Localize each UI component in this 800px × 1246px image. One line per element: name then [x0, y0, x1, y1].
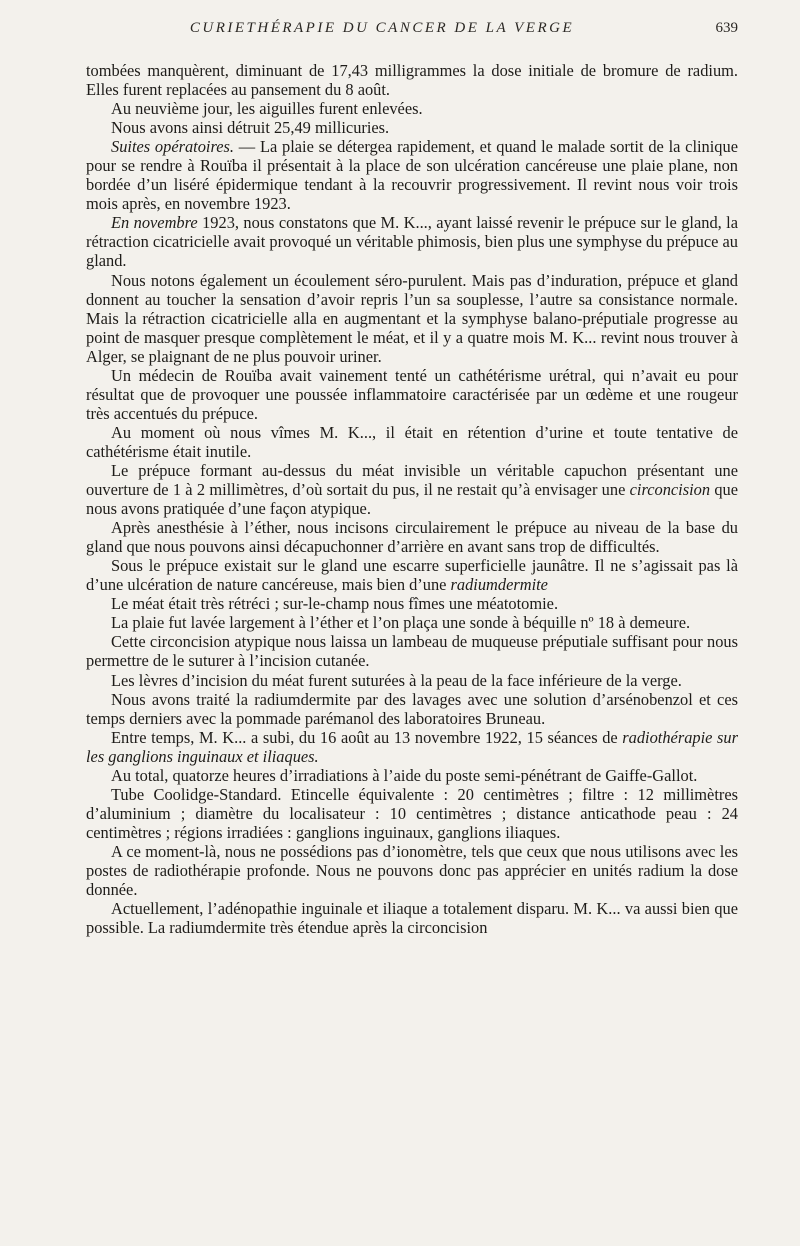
paragraph: Au moment où nous vîmes M. K..., il était en rétention d’urine et toute tentative de cathétérisme était inutile.: [86, 422, 738, 461]
italic-term: radiothérapie sur les ganglions inguinaux et iliaques.: [86, 727, 738, 766]
paragraph: A ce moment-là, nous ne possédions pas d’ionomètre, tels que ceux que nous utilisons avec les postes de radiothérapie profonde. Nous ne pouvons donc pas apprécier en unités radium la dose donnée.: [86, 841, 738, 900]
paragraph: tombées manquèrent, diminuant de 17,43 milligrammes la dose initiale de bromure de radium. Elles furent replacées au pansement du 8 août.: [86, 61, 738, 100]
paragraph: Un médecin de Rouïba avait vainement tenté un cathétérisme urétral, qui n’avait eu pour résultat que de provoquer une poussée inflammatoire caractérisée par un œdème et une rougeur très accentués du prépuce.: [86, 365, 738, 423]
paragraph: Entre temps, M. K... a subi, du 16 août au 13 novembre 1922, 15 séances de radiothérapie sur les ganglions inguinaux et iliaques.: [86, 727, 738, 766]
paragraph: Cette circoncision atypique nous laissa un lambeau de muqueuse préputiale suffisant pour nous permettre de le suturer à l’incision cutanée.: [86, 632, 738, 671]
paragraph: Après anesthésie à l’éther, nous incisons circulairement le prépuce au niveau de la base du gland que nous pouvons ainsi décapuchonner d’arrière en avant sans trop de difficultés.: [86, 518, 738, 557]
paragraph: En novembre 1923, nous constatons que M. K..., ayant laissé revenir le prépuce sur le gland, la rétraction cicatricielle avait provoqué un véritable phimosis, bien plus une symphyse du prépuce au gland.: [86, 213, 738, 271]
italic-term: circoncision: [629, 480, 711, 500]
body-text: [86, 61, 738, 937]
section-lead: En novembre: [111, 213, 198, 233]
running-title: CURIETHÉRAPIE DU CANCER DE LA VERGE: [189, 20, 575, 36]
paragraph: La plaie fut lavée largement à l’éther et l’on plaça une sonde à béquille nº 18 à demeure.: [111, 613, 691, 633]
paragraph: Au neuvième jour, les aiguilles furent enlevées.: [111, 99, 423, 119]
paragraph: Le méat était très rétréci ; sur-le-champ nous fîmes une méatotomie.: [111, 594, 559, 614]
paragraph: Nous avons ainsi détruit 25,49 millicuries.: [111, 118, 390, 138]
page-header: [86, 20, 738, 42]
paragraph: Les lèvres d’incision du méat furent suturées à la peau de la face inférieure de la verge.: [111, 670, 682, 690]
paragraph: Le prépuce formant au-dessus du méat invisible un véritable capuchon présentant une ouverture de 1 à 2 millimètres, d’où sortait du pus, il ne restait qu’à envisager une circoncision que nous avons pratiquée d’une façon atypique.: [86, 460, 738, 519]
italic-term: radiumdermite: [450, 575, 548, 595]
section-lead: Suites opératoires.: [111, 137, 234, 157]
paragraph: Nous avons traité la radiumdermite par des lavages avec une solution d’arsénobenzol et ces temps derniers avec la pommade parémanol des laboratoires Bruneau.: [86, 689, 738, 728]
paragraph: Sous le prépuce existait sur le gland une escarre superficielle jaunâtre. Il ne s’agissait pas là d’une ulcération de nature cancéreuse, mais bien d’une radiumdermite: [86, 556, 738, 595]
paragraph: Au total, quatorze heures d’irradiations à l’aide du poste semi-pénétrant de Gaiffe-Gallot.: [111, 765, 698, 785]
paragraph: Tube Coolidge-Standard. Etincelle équivalente : 20 centimètres ; filtre : 12 millimètres d’aluminium ; diamètre du localisateur : 10 centimètres ; distance anticathode peau : 24 centimètres ; régions irradiées : ganglions inguinaux, ganglions iliaques.: [86, 784, 738, 842]
page-number: 639: [715, 20, 738, 36]
paragraph: Suites opératoires. — La plaie se détergea rapidement, et quand le malade sortit de la clinique pour se rendre à Rouïba il présentait à la place de son ulcération cancéreuse une plaie plane, non bordée d’un liséré épidermique tendant à la recouvrir progressivement. Il revint nous voir trois mois après, en novembre 1923.: [86, 137, 738, 214]
paragraph: Nous notons également un écoulement séro-purulent. Mais pas d’induration, prépuce et gland donnent au toucher la sensation d’avoir repris l’un sa souplesse, l’autre sa consistance normale. Mais la rétraction cicatricielle alla en augmentant et la symphyse balano-préputiale progresse au point de masquer presque complètement le méat, et il y a quatre mois M. K... revint nous trouver à Alger, se plaignant de ne plus pouvoir uriner.: [86, 270, 738, 366]
paragraph: Actuellement, l’adénopathie inguinale et iliaque a totalement disparu. M. K... va aussi bien que possible. La radiumdermite très étendue après la circoncision: [86, 899, 738, 938]
